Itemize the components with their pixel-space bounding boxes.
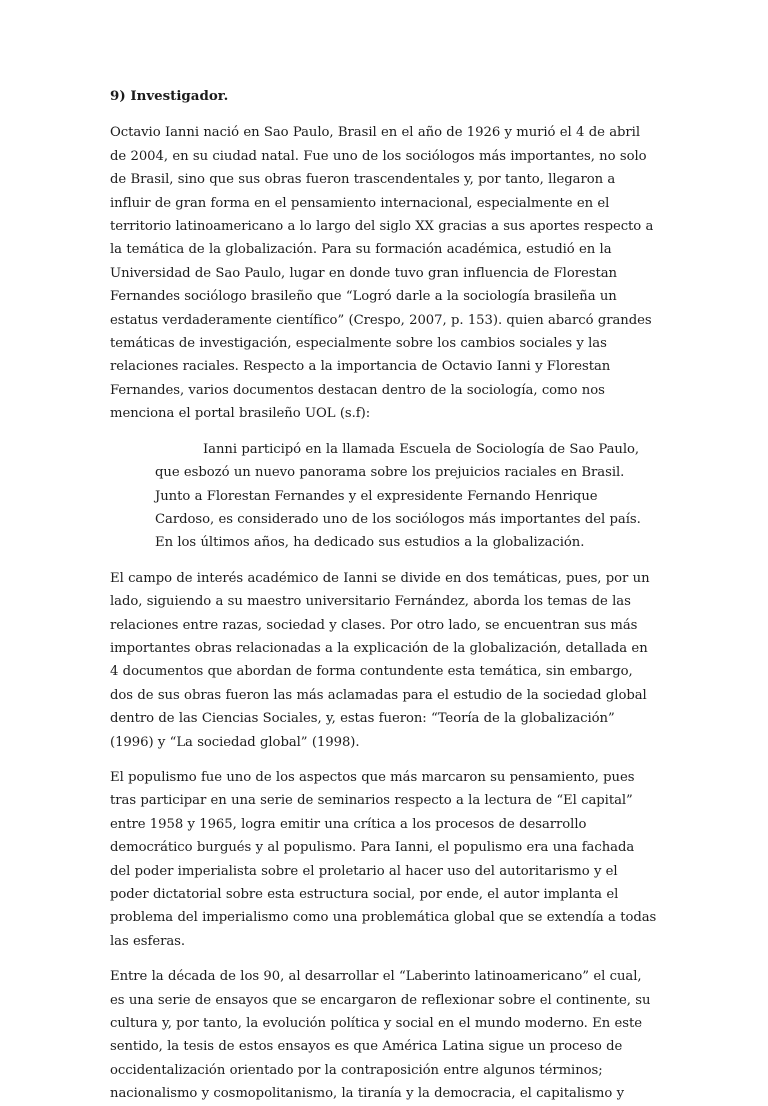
- paragraph-academic-interest: El campo de interés académico de Ianni se divide en dos temáticas, pues, por un lado, siguiendo a su maestro universitario Fernández, aborda los temas de las relaciones entre razas, sociedad y clases. Por otro lado, se encuentran sus más importantes obras relacionadas a la explicación de la globalización, detallada en 4 documentos que abordan de forma contundente esta temática, sin embargo, dos de sus obras fueron las más aclamadas para el estudio de la sociedad global dentro de las Ciencias Sociales, y, estas fueron: “Teoría de la globalización” (1996) y “La sociedad global” (1998).: [110, 570, 650, 750]
- paragraph-populism: El populismo fue uno de los aspectos que más marcaron su pensamiento, pues tras participar en una serie de seminarios respecto a la lectura de “El capital” entre 1958 y 1965, logra emitir una crítica a los procesos de desarrollo democrático burgués y al populismo. Para Ianni, el populismo era una fachada del poder imperialista sobre el proletario al hacer uso del autoritarismo y el poder dictatorial sobre esta estructura social, por ende, el autor implanta el problema del imperialismo como una problemática global que se extendía a todas las esferas.: [110, 769, 657, 949]
- block-quote: Ianni participó en la llamada Escuela de Sociología de Sao Paulo, que esbozó un nuevo panorama sobre los prejuicios raciales en Brasil. Junto a Florestan Fernandes y el expresidente Fernando Henrique Cardoso, es considerado uno de los sociólogos más importantes del país. En los últimos años, ha dedicado sus estudios a la globalización.: [155, 441, 641, 551]
- paragraph-latin-labyrinth: Entre la década de los 90, al desarrollar el “Laberinto latinoamericano” el cual, es una serie de ensayos que se encargaron de reflexionar sobre el continente, su cultura y, por tanto, la evolución política y social en el mundo moderno. En este sentido, la tesis de estos ensayos es que América Latina sigue un proceso de occidentalización orientado por la contraposición entre algunos términos; nacionalismo y cosmopolitanismo, la tiranía y la democracia, el capitalismo y: [110, 969, 651, 1102]
- section-heading: 9) Investigador.: [110, 88, 229, 104]
- paragraph-biography: Octavio Ianni nació en Sao Paulo, Brasil en el año de 1926 y murió el 4 de abril de 2004, en su ciudad natal. Fue uno de los sociólogos más importantes, no solo de Brasil, sino que sus obras fueron trascendentales y, por tanto, llegaron a influir de gran forma en el pensamiento internacional, especialmente en el territorio latinoamericano a lo largo del siglo XX gracias a sus aportes respecto a la temática de la globalización. Para su formación académica, estudió en la Universidad de Sao Paulo, lugar en donde tuvo gran influencia de Florestan Fernandes sociólogo brasileño que “Logró darle a la sociología brasileña un estatus verdaderamente científico” (Crespo, 2007, p. 153). quien abarcó grandes temáticas de investigación, especialmente sobre los cambios sociales y las relaciones raciales. Respecto a la importancia de Octavio Ianni y Florestan Fernandes, varios documentos destacan dentro de la sociología, como nos menciona el portal brasileño UOL (s.f):: [110, 125, 654, 422]
